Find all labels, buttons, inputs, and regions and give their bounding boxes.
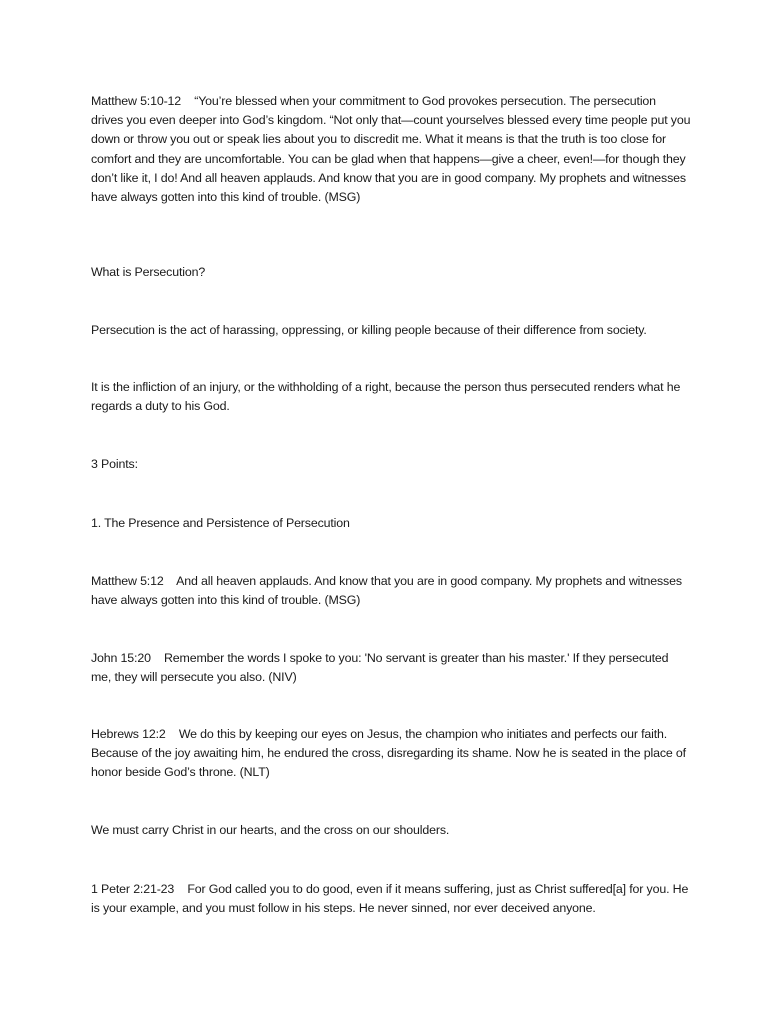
heading-text: 1. The Presence and Persistence of Persecution <box>91 516 350 530</box>
scripture-text: We do this by keeping our eyes on Jesus, the champion who initiates and perfects our faith. Because of the joy awaiting him, he endured the cross, disregarding its shame. Now he is seated in the place of honor beside God’s throne. (NLT) <box>91 727 686 780</box>
scripture-text: And all heaven applauds. And know that you are in good company. My prophets and witnesses have always gotten into this kind of trouble. (MSG) <box>91 574 682 608</box>
scripture-reference: Hebrews 12:2 <box>91 727 166 741</box>
paragraph-matthew-5-10-12 <box>91 92 691 207</box>
heading-text: 3 Points: <box>91 457 138 471</box>
scripture-text: “You’re blessed when your commitment to God provokes persecution. The persecution drives you even deeper into God’s kingdom. “Not only that—count yourselves blessed every time people put you down or throw you out or speak lies about you to discredit me. What it means is that the truth is too close for comfort and they are uncomfortable. You can be glad when that happens—give a cheer, even!—for though they don’t like it, I do! And all heaven applauds. And know that you are in good company. My prophets and witnesses have always gotten into this kind of trouble. (MSG) <box>91 94 691 205</box>
scripture-text: Remember the words I spoke to you: 'No servant is greater than his master.' If they persecuted me, they will persecute you also. (NIV) <box>91 651 669 685</box>
paragraph-carry-christ <box>91 821 691 840</box>
scripture-reference: Matthew 5:12 <box>91 574 164 588</box>
point-1-heading <box>91 514 691 533</box>
paragraph-infliction <box>91 378 691 416</box>
scripture-text: For God called you to do good, even if it means suffering, just as Christ suffered[a] for you. He is your example, and you must follow in his steps. He never sinned, nor ever deceived anyone. <box>91 882 689 916</box>
paragraph-hebrews-12-2 <box>91 725 691 783</box>
scripture-reference: 1 Peter 2:21-23 <box>91 882 175 896</box>
paragraph-text: It is the infliction of an injury, or the withholding of a right, because the person thus persecuted renders what he regards a duty to his God. <box>91 380 681 414</box>
heading-text: What is Persecution? <box>91 265 206 279</box>
paragraph-1-peter-2-21-23 <box>91 880 691 918</box>
scripture-reference: Matthew 5:10-12 <box>91 94 182 108</box>
section-heading-what-is-persecution <box>91 263 691 282</box>
paragraph-text: We must carry Christ in our hearts, and the cross on our shoulders. <box>91 823 450 837</box>
section-heading-3-points <box>91 455 691 474</box>
paragraph-john-15-20 <box>91 649 691 687</box>
scripture-reference: John 15:20 <box>91 651 151 665</box>
paragraph-text: Persecution is the act of harassing, oppressing, or killing people because of their difference from society. <box>91 323 647 337</box>
paragraph-definition <box>91 321 691 340</box>
paragraph-matthew-5-12 <box>91 572 691 610</box>
